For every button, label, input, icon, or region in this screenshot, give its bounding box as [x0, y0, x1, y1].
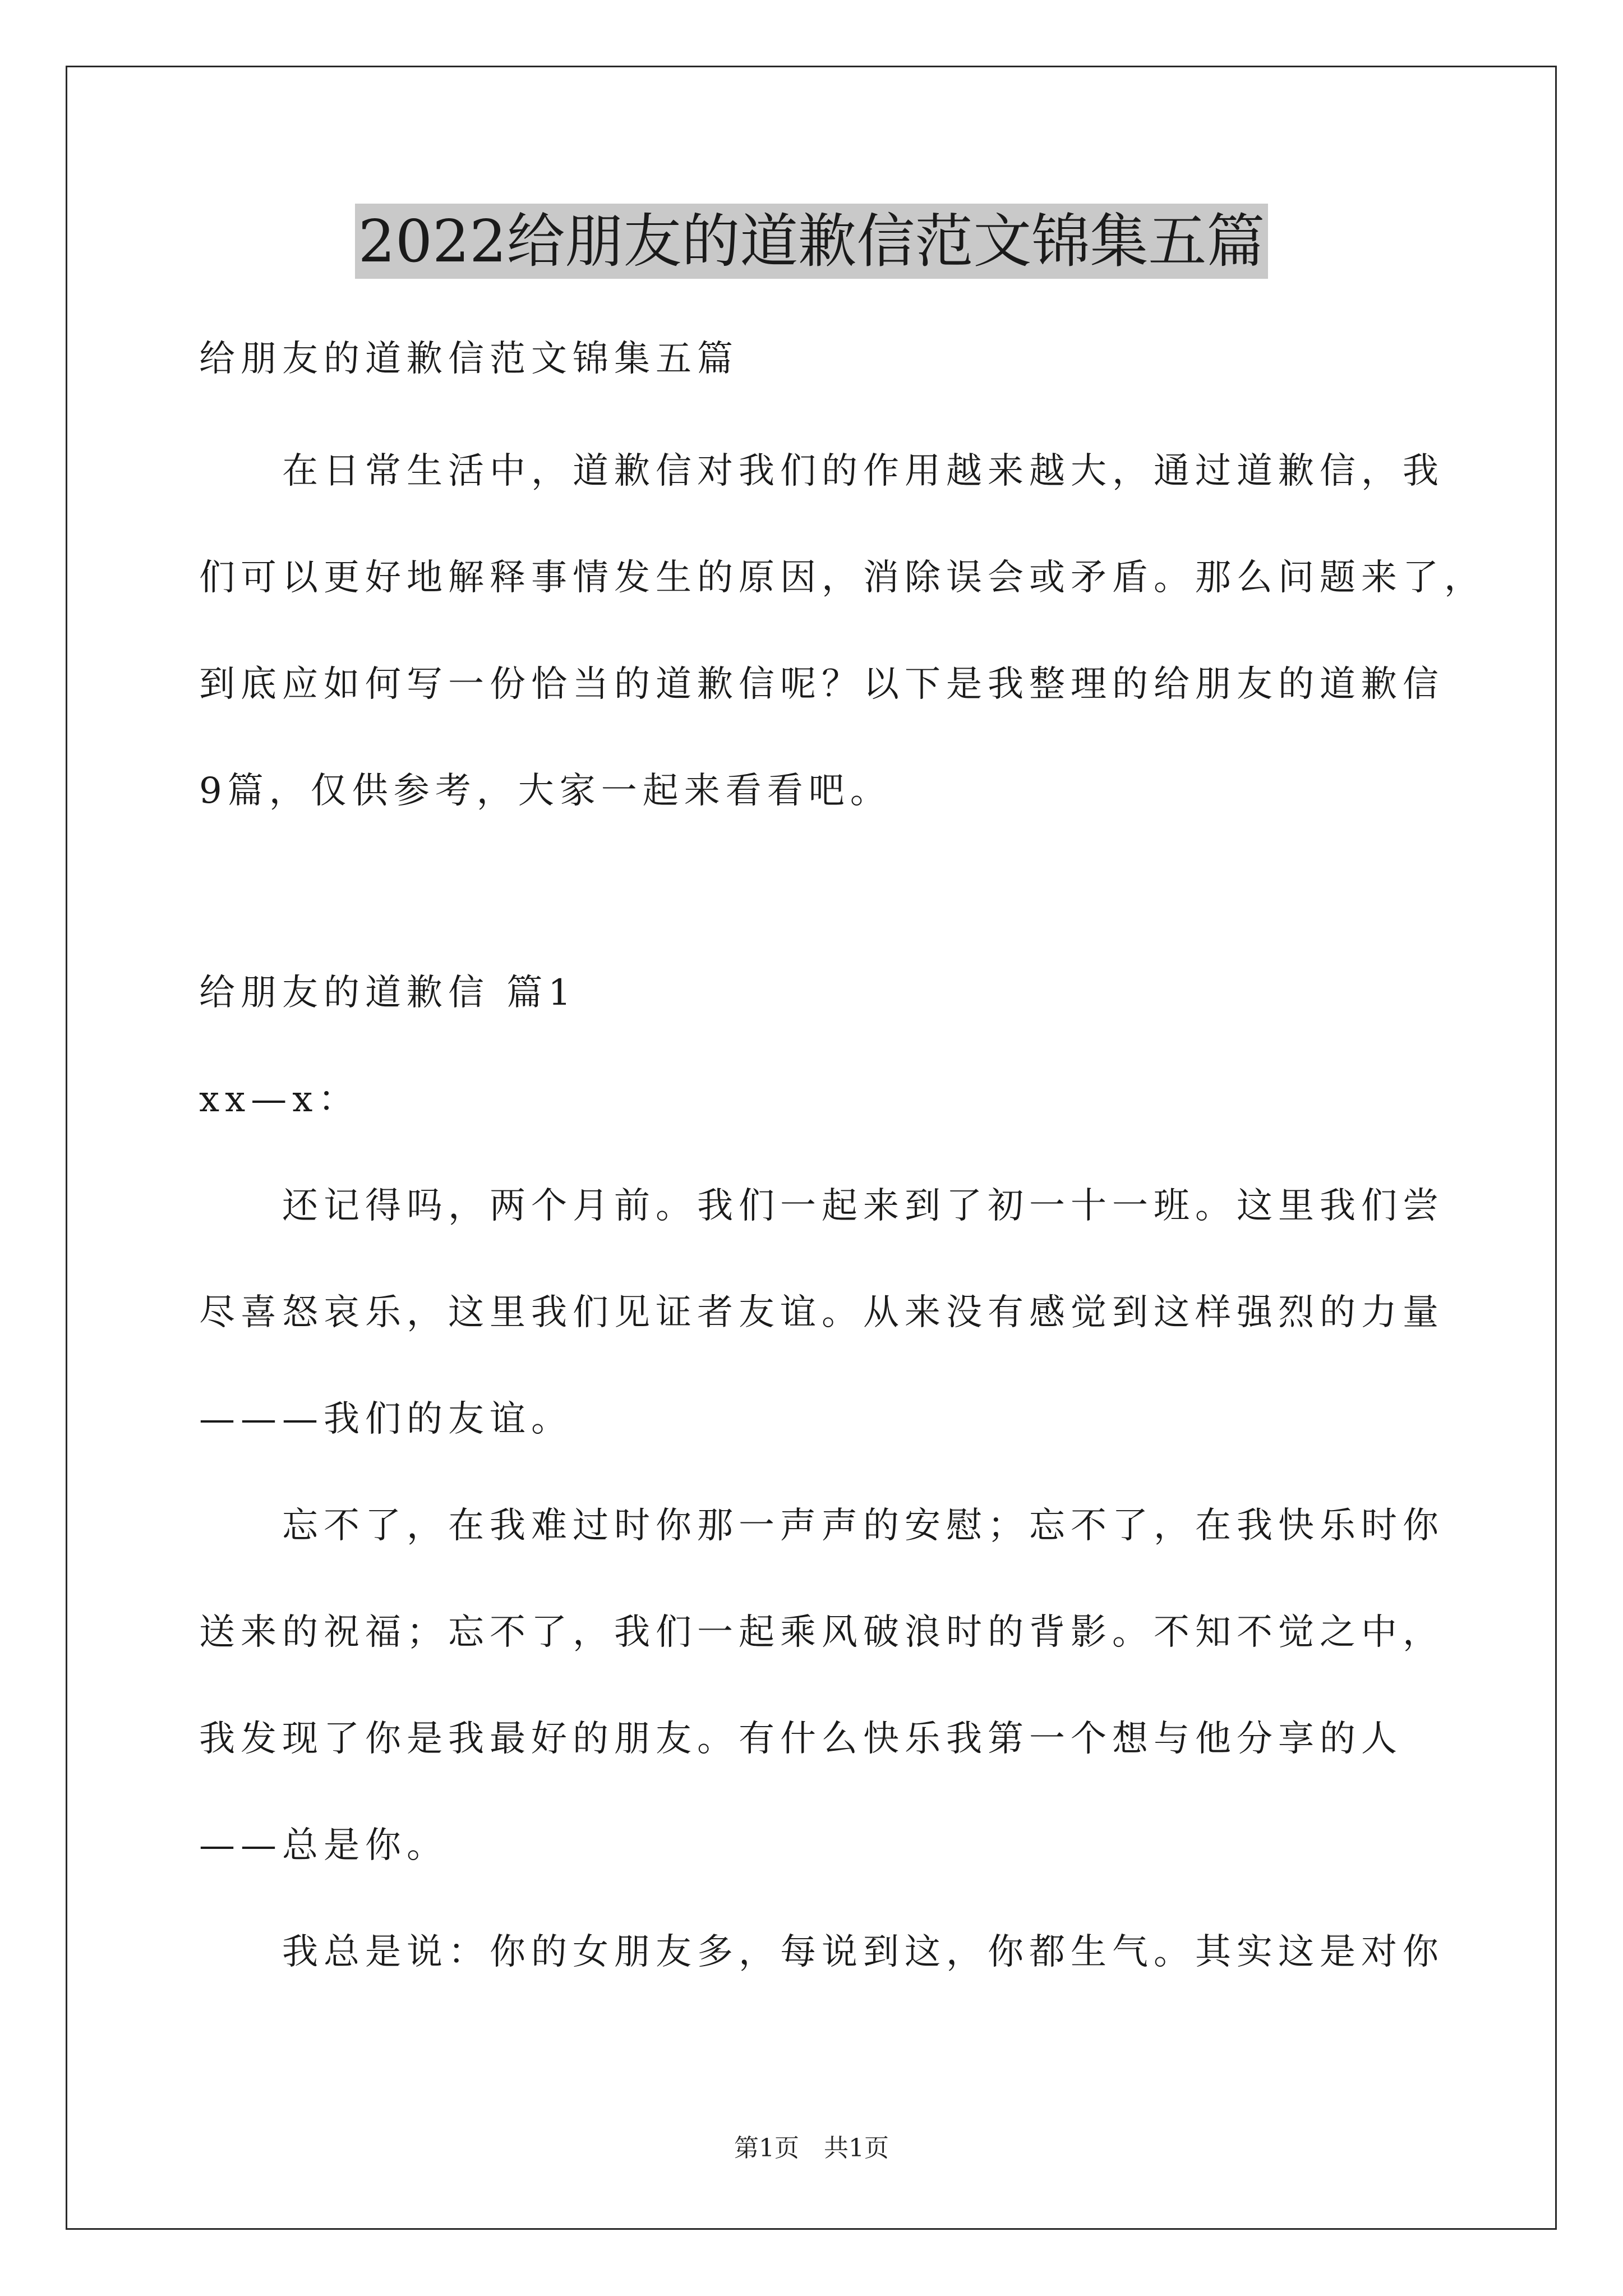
intro-line-3: 到底应如何写一份恰当的道歉信呢？以下是我整理的给朋友的道歉信	[199, 664, 1444, 705]
paragraph1-line-1: 还记得吗，两个月前。我们一起来到了初一十一班。这里我们尝	[282, 1185, 1444, 1227]
paragraph3-line-1: 我总是说：你的女朋友多，每说到这，你都生气。其实这是对你	[282, 1931, 1444, 1973]
paragraph2-line-2: 送来的祝福；忘不了，我们一起乘风破浪时的背影。不知不觉之中，	[199, 1612, 1444, 1653]
paragraph1-line-2: 尽喜怒哀乐，这里我们见证者友谊。从来没有感觉到这样强烈的力量	[199, 1292, 1444, 1333]
intro-line-2: 们可以更好地解释事情发生的原因，消除误会或矛盾。那么问题来了，	[199, 557, 1486, 599]
paragraph2-line-3: 我发现了你是我最好的朋友。有什么快乐我第一个想与他分享的人	[199, 1718, 1403, 1760]
document-title	[0, 202, 1623, 280]
page-border	[66, 66, 1557, 2230]
page-footer: 第1页 共1页	[734, 2134, 889, 2162]
paragraph2-line-4: ——总是你。	[199, 1825, 448, 1866]
subtitle-line: 给朋友的道歉信范文锦集五篇	[199, 338, 739, 380]
section-heading: 给朋友的道歉信 篇1	[199, 972, 577, 1014]
salutation-line: xx—x：	[199, 1079, 360, 1120]
document-title-text: 2022给朋友的道歉信范文锦集五篇	[355, 204, 1269, 279]
intro-line-4: 9篇，仅供参考，大家一起来看看吧。	[199, 770, 892, 812]
paragraph1-line-3: ———我们的友谊。	[199, 1398, 573, 1440]
paragraph2-line-1: 忘不了，在我难过时你那一声声的安慰；忘不了，在我快乐时你	[282, 1505, 1444, 1547]
intro-line-1: 在日常生活中，道歉信对我们的作用越来越大，通过道歉信，我	[282, 450, 1444, 492]
